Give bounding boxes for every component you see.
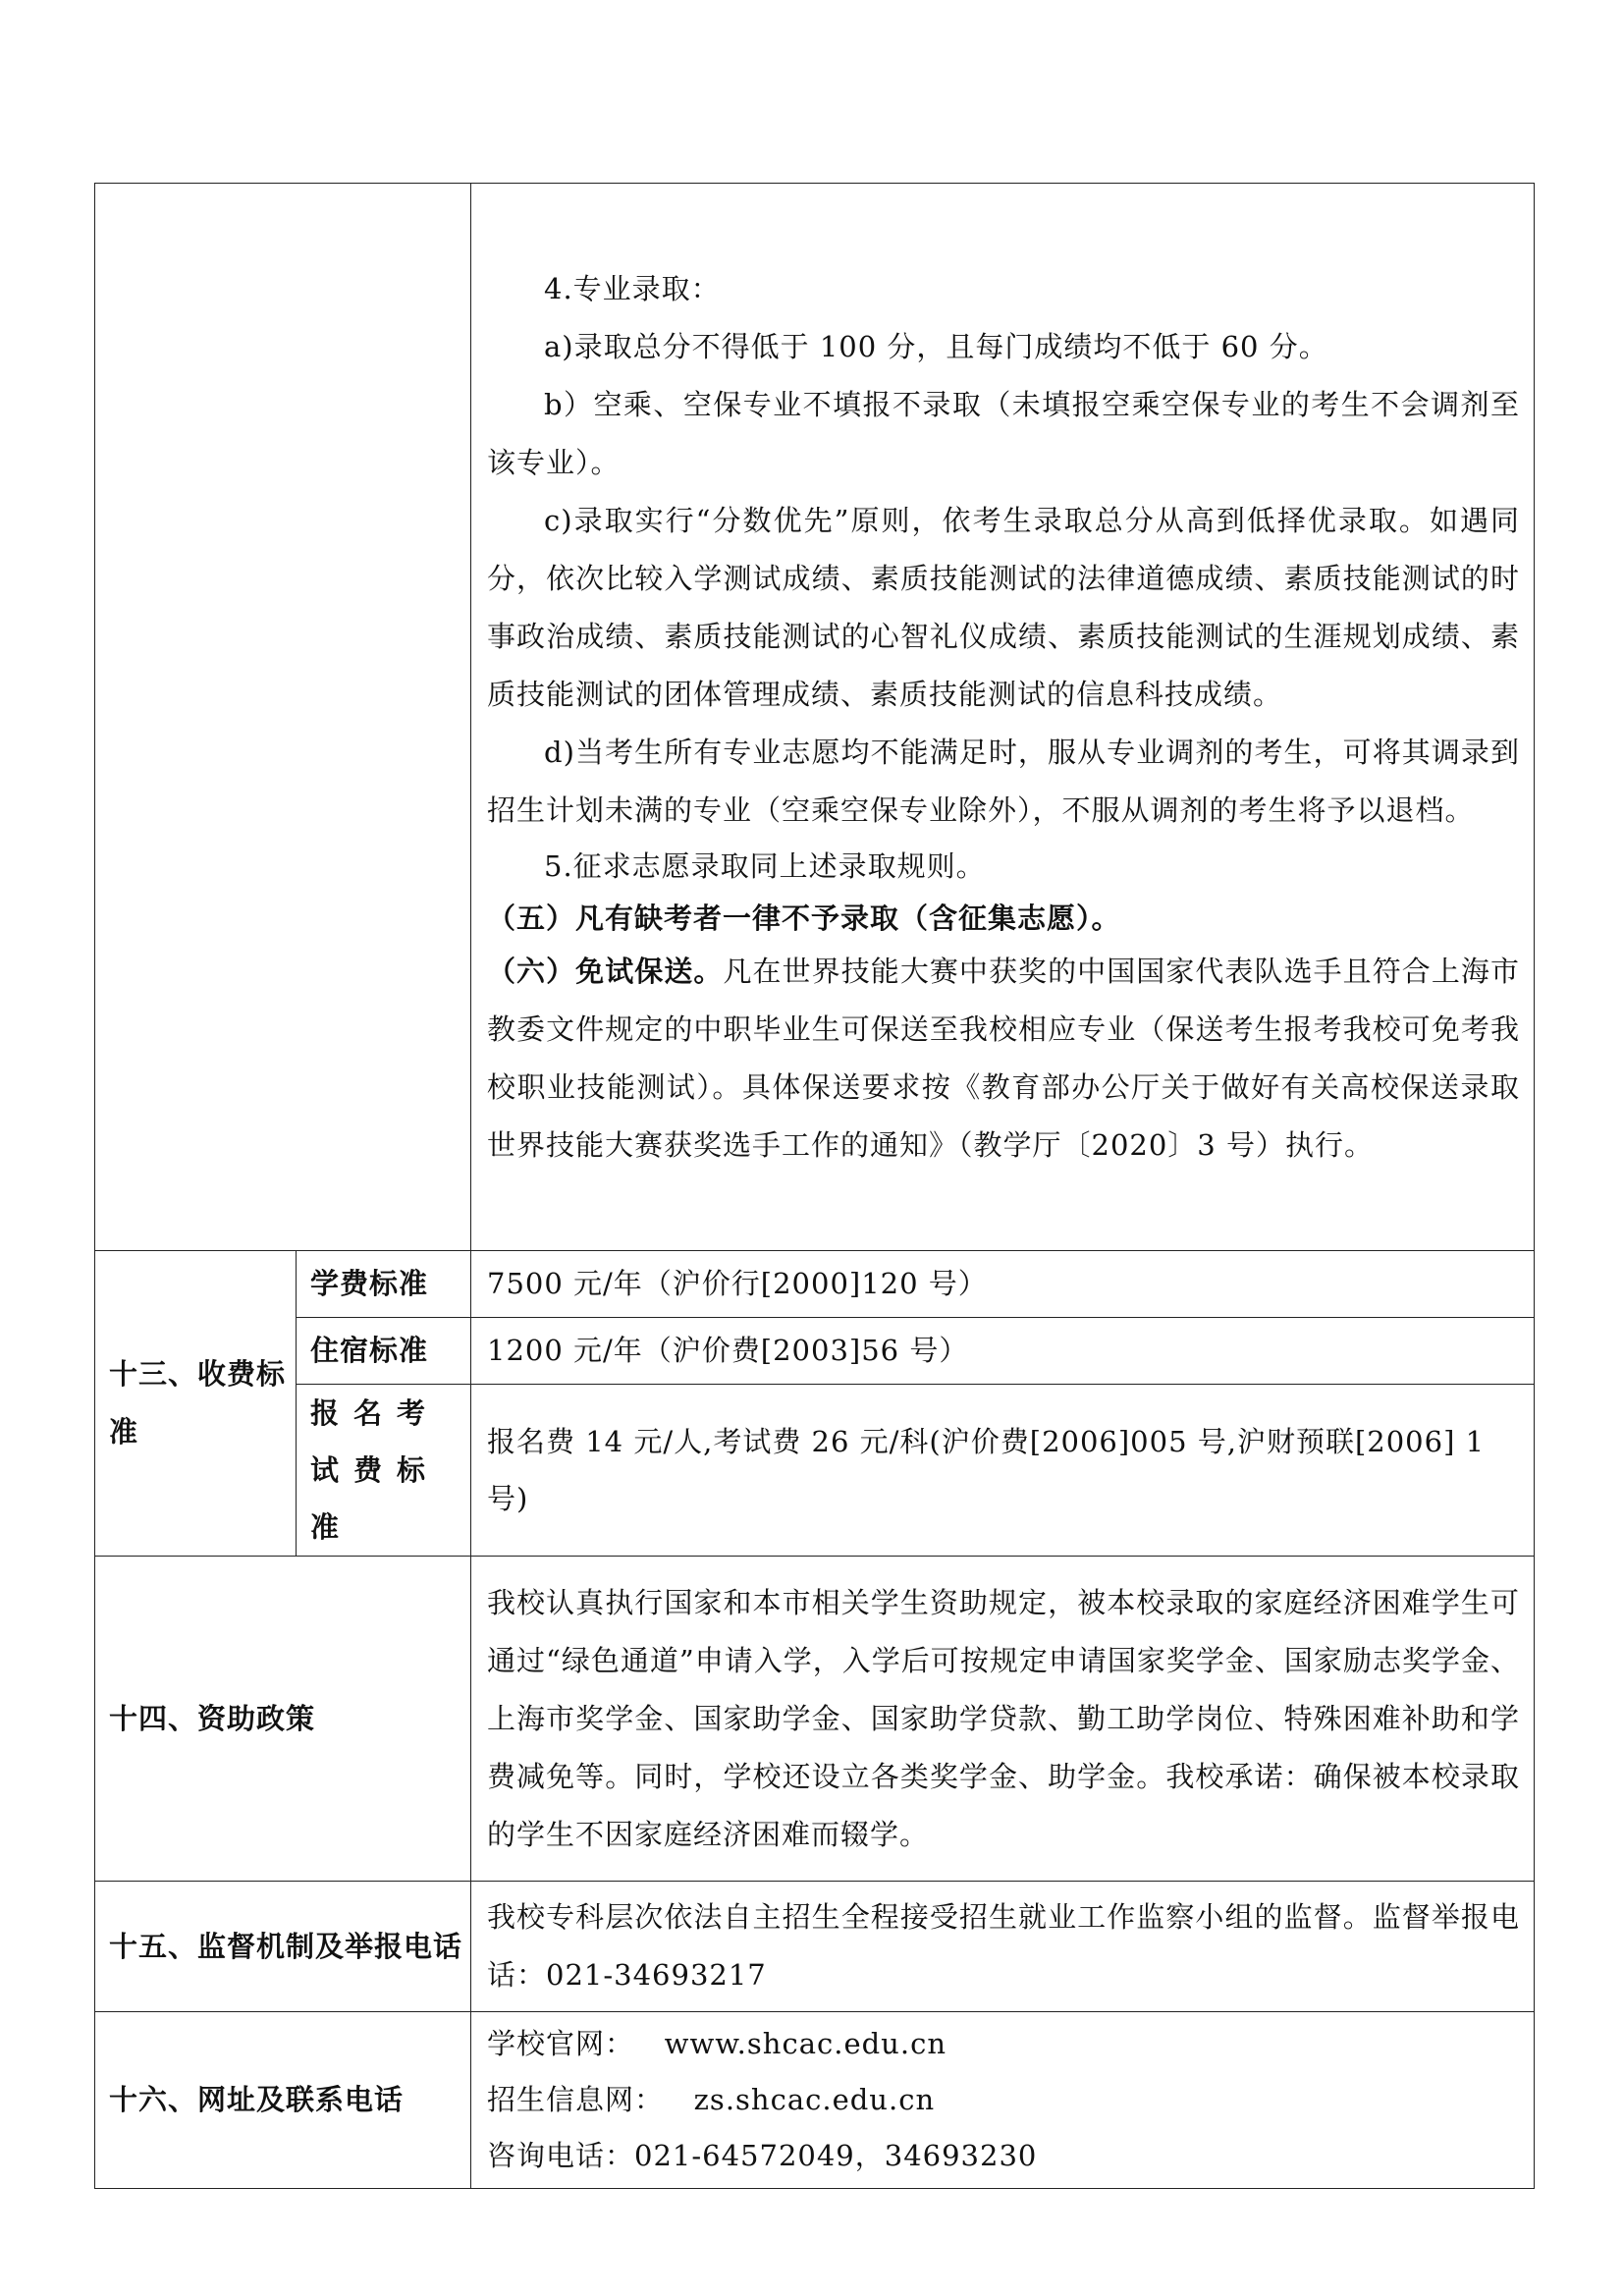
supervision-section-label: 十五、监督机制及举报电话: [95, 1882, 471, 2012]
contact-section-label: 十六、网址及联系电话: [95, 2012, 471, 2189]
rule-5: 5.征求志愿录取同上述录取规则。: [544, 848, 986, 883]
fees-section-label: 十三、收费标准: [95, 1251, 297, 1557]
fee-name: 学费标准: [297, 1251, 471, 1318]
fee-row-lodging: [95, 1318, 1535, 1385]
fee-row-exam: [95, 1385, 1535, 1557]
document-page: [94, 183, 1534, 2189]
rule-heading: 4.专业录取：: [544, 271, 721, 305]
exemption-text: 凡在世界技能大赛中获奖的中国国家代表队选手且符合上海市教委文件规定的中职毕业生可保送至我校相应专业（保送考生报考我校可免考我校职业技能测试）。具体保送要求按《教育部办公厅关于做好有关高校保送录取世界技能大赛获奖选手工作的通知》（教学厅〔2020〕3 号）执行。: [487, 954, 1520, 1162]
fee-row-tuition: [95, 1251, 1535, 1318]
fee-value: 报名费 14 元/人,考试费 26 元/科(沪价费[2006]005 号,沪财预联[2006] 1 号): [471, 1385, 1535, 1557]
rule-d: d)当考生所有专业志愿均不能满足时，服从专业调剂的考生，可将其调录到招生计划未满的专业（空乘空保专业除外），不服从调剂的考生将予以退档。: [487, 735, 1520, 827]
admission-rules-content: [471, 184, 1535, 1251]
aid-text: 我校认真执行国家和本市相关学生资助规定，被本校录取的家庭经济困难学生可通过“绿色通道”申请入学，入学后可按规定申请国家奖学金、国家励志奖学金、上海市奖学金、国家助学金、国家助学贷款、勤工助学岗位、特殊困难补助和学费减免等。同时，学校还设立各类奖学金、助学金。我校承诺：确保被本校录取的学生不因家庭经济困难而辍学。: [471, 1557, 1535, 1882]
supervision-text: 我校专科层次依法自主招生全程接受招生就业工作监察小组的监督。监督举报电话：021-34693217: [471, 1882, 1535, 2012]
rule-b: b）空乘、空保专业不填报不录取（未填报空乘空保专业的考生不会调剂至该专业）。: [487, 387, 1520, 479]
contact-row: [95, 2012, 1535, 2189]
aid-row: [95, 1557, 1535, 1882]
absence-rule: （五）凡有缺考者一律不予录取（含征集志愿）。: [487, 901, 1121, 935]
fee-name: 报名考试费标准: [297, 1385, 471, 1557]
contact-info: [471, 2012, 1535, 2189]
rule-a: a)录取总分不得低于 100 分，且每门成绩均不低于 60 分。: [544, 329, 1328, 363]
admissions-website: 招生信息网： zs.shcac.edu.cn: [487, 2083, 936, 2116]
supervision-row: [95, 1882, 1535, 2012]
admission-rules-row: [95, 184, 1535, 1251]
admission-info-table: [94, 183, 1535, 2189]
exemption-heading: （六）免试保送。: [487, 954, 724, 988]
admission-rules-label-cell: [95, 184, 471, 1251]
exemption-paragraph: [487, 943, 1520, 1175]
aid-section-label: 十四、资助政策: [95, 1557, 471, 1882]
fee-value: 1200 元/年（沪价费[2003]56 号）: [471, 1318, 1535, 1385]
fee-name: 住宿标准: [297, 1318, 471, 1385]
consult-phone: 咨询电话：021-64572049，34693230: [487, 2139, 1038, 2172]
fee-value: 7500 元/年（沪价行[2000]120 号）: [471, 1251, 1535, 1318]
school-website: 学校官网： www.shcac.edu.cn: [487, 2027, 947, 2060]
rule-c: c)录取实行“分数优先”原则，依考生录取总分从高到低择优录取。如遇同分，依次比较入学测试成绩、素质技能测试的法律道德成绩、素质技能测试的时事政治成绩、素质技能测试的心智礼仪成绩、素质技能测试的生涯规划成绩、素质技能测试的团体管理成绩、素质技能测试的信息科技成绩。: [487, 503, 1520, 711]
